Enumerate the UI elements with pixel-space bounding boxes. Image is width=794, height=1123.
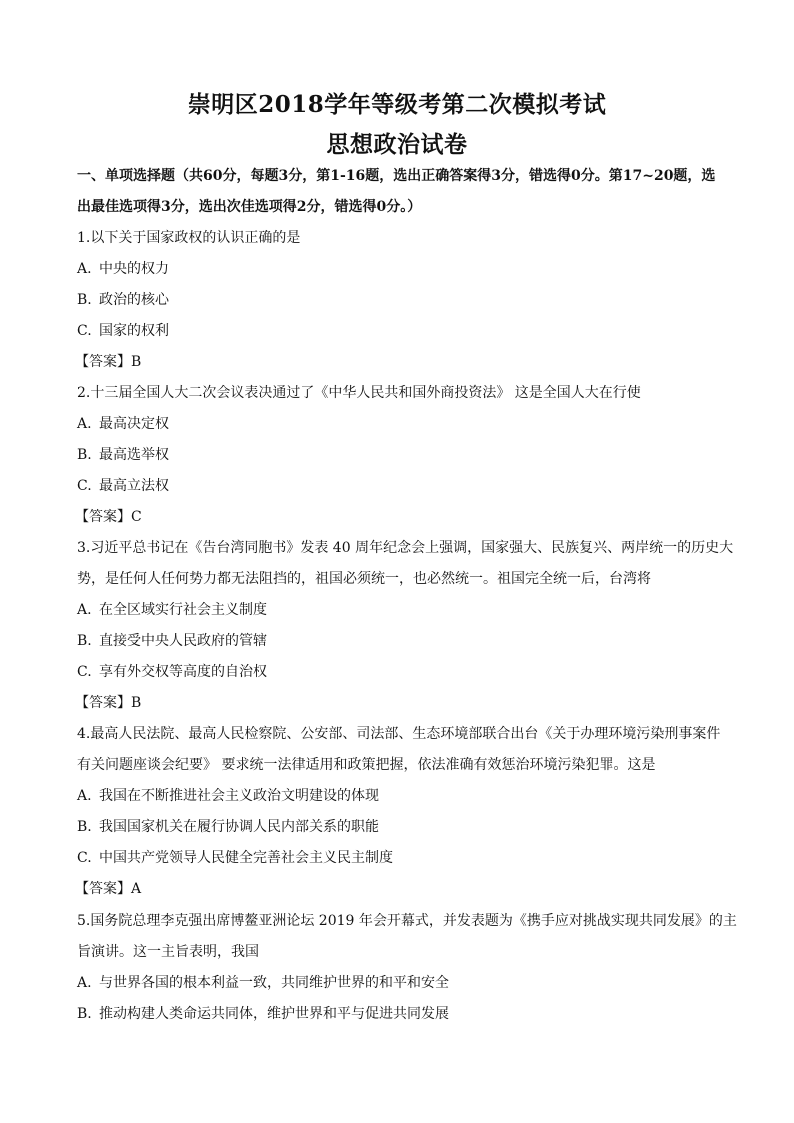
option-text: 我国国家机关在履行协调人民内部关系的职能: [99, 819, 379, 835]
section-heading-line: 出最佳选项得3分，选出次佳选项得2分，错选得0分。）: [77, 199, 422, 215]
option-b: [77, 285, 727, 316]
option-text: 直接受中央人民政府的管辖: [99, 633, 267, 649]
question-stem: 3.习近平总书记在《告台湾同胞书》发表 40 周年纪念会上强调，国家强大、民族复兴、两岸统一的历史大: [77, 540, 734, 556]
option-b: [77, 440, 727, 471]
option-a: [77, 595, 727, 626]
option-letter: A.: [77, 416, 92, 432]
option-text: 与世界各国的根本利益一致，共同维护世界的和平和安全: [99, 975, 449, 991]
answer: 【答案】A: [75, 881, 142, 897]
option-b: [77, 999, 727, 1030]
option-text: 在全区域实行社会主义制度: [99, 602, 267, 618]
option-letter: A.: [77, 788, 92, 804]
option-text: 国家的权利: [99, 323, 169, 339]
question-1: [77, 223, 727, 378]
option-letter: A.: [77, 261, 92, 277]
option-letter: B.: [77, 1006, 92, 1022]
exam-subtitle: 思想政治试卷: [326, 131, 468, 158]
option-text: 最高选举权: [99, 447, 169, 463]
answer: 【答案】B: [75, 354, 142, 370]
option-text: 我国在不断推进社会主义政治文明建设的体现: [99, 788, 379, 804]
option-letter: C.: [77, 323, 92, 339]
question-3: [75, 533, 734, 719]
option-letter: B.: [77, 447, 92, 463]
option-a: [77, 254, 727, 285]
option-a: [77, 781, 727, 812]
question-stem: 4.最高人民法院、最高人民检察院、公安部、司法部、生态环境部联合出台《关于办理环境污染刑事案件: [77, 726, 721, 742]
question-4: [77, 719, 727, 905]
question-stem: 1.以下关于国家政权的认识正确的是: [77, 230, 301, 246]
option-letter: A.: [77, 975, 92, 991]
option-c: [77, 316, 727, 347]
question-5: [77, 906, 737, 1030]
question-2: [77, 378, 727, 533]
option-letter: B.: [77, 292, 92, 308]
question-stem: 势，是任何人任何势力都无法阻挡的，祖国必须统一，也必然统一。祖国完全统一后，台湾将: [77, 571, 651, 587]
option-c: [77, 471, 727, 502]
option-letter: C.: [77, 850, 92, 866]
option-a: [77, 409, 727, 440]
option-a: [77, 968, 727, 999]
option-text: 最高决定权: [99, 416, 169, 432]
option-letter: C.: [77, 478, 92, 494]
exam-title: 崇明区2018学年等级考第二次模拟考试: [187, 91, 607, 118]
option-text: 政治的核心: [99, 292, 169, 308]
option-c: [77, 657, 727, 688]
option-letter: B.: [77, 819, 92, 835]
section-heading: [77, 161, 727, 223]
question-stem: 2.十三届全国人大二次会议表决通过了《中华人民共和国外商投资法》 这是全国人大在行使: [77, 385, 641, 401]
option-text: 推动构建人类命运共同体，维护世界和平与促进共同发展: [99, 1006, 449, 1022]
question-stem: 旨演讲。这一主旨表明，我国: [77, 944, 259, 960]
option-c: [77, 843, 727, 874]
answer: 【答案】C: [75, 509, 142, 525]
answer: 【答案】B: [75, 695, 142, 711]
option-letter: A.: [77, 602, 92, 618]
option-b: [77, 626, 727, 657]
option-b: [77, 812, 727, 843]
option-text: 中国共产党领导人民健全完善社会主义民主制度: [99, 850, 393, 866]
option-letter: C.: [77, 664, 92, 680]
question-stem: 5.国务院总理李克强出席博鳌亚洲论坛 2019 年会开幕式，并发表题为《携手应对挑战实现共同发展》的主: [77, 913, 737, 929]
option-text: 最高立法权: [99, 478, 169, 494]
question-stem: 有关问题座谈会纪要》 要求统一法律适用和政策把握，依法准确有效惩治环境污染犯罪。这是: [77, 757, 656, 773]
option-letter: B.: [77, 633, 92, 649]
option-text: 享有外交权等高度的自治权: [99, 664, 267, 680]
option-text: 中央的权力: [99, 261, 169, 277]
section-heading-line: 一、单项选择题（共60分，每题3分，第1-16题，选出正确答案得3分，错选得0分。第17~20题，选: [77, 168, 716, 184]
